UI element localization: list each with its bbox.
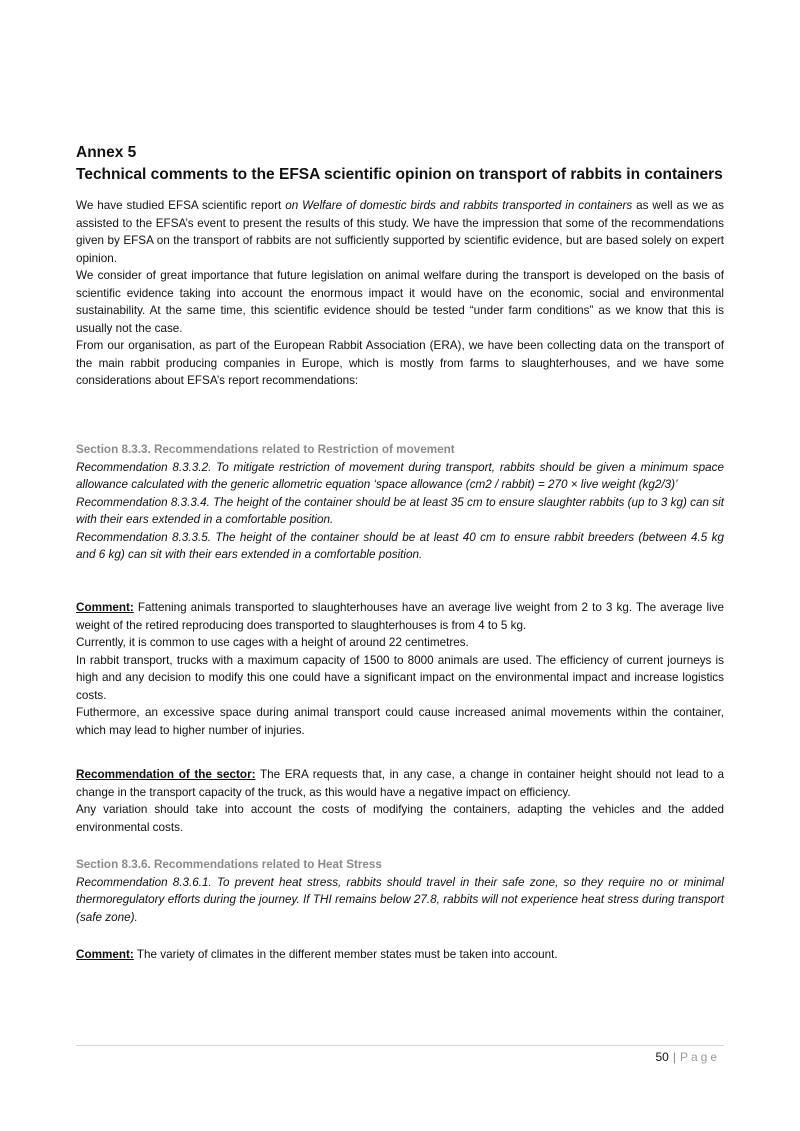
comment-label: Comment: <box>76 601 134 614</box>
intro-paragraph-3: From our organisation, as part of the European Rabbit Association (ERA), we have been collecting data on the transport of the main rabbit producing companies in Europe, which is mostly from farms to slaughterhouses, and we have some considerations about EFSA’s report recommendations: <box>76 339 724 387</box>
comment-label: Comment: <box>76 948 134 961</box>
section-heading: Section 8.3.6. Recommendations related to Heat Stress <box>76 858 382 871</box>
comment-paragraph: In rabbit transport, trucks with a maximum capacity of 1500 to 8000 animals are used. The efficiency of current journeys is high and any decision to modify this one could have a significant impact on the environmental impact and increase logistics costs. <box>76 653 724 702</box>
section-8-3-3 <box>76 441 724 564</box>
page-number: 50 | Page <box>655 1050 720 1064</box>
sector-label: Recommendation of the sector: <box>76 768 256 781</box>
recommendation-8-3-6-1: Recommendation 8.3.6.1. To prevent heat stress, rabbits should travel in their safe zone, so they require no or minimal thermoregulatory efforts during the journey. If THI remains below 27.8, rabbits will not experience heat stress during transport (safe zone). <box>76 875 724 924</box>
comment-1: Comment: Fattening animals transported to slaughterhouses have an average live weight from 2 to 3 kg. The average live weight of the retired reproducing does transported to slaughterhouses is from 4 to 5 kg. Currently, it is common to use cages with a height of around 22 centimetres. In rabbit transport, trucks with a maximum capacity of 1500 to 8000 animals are used. The efficiency of current journeys is high and any decision to modify this one could have a significant impact on the environmental impact and increase logistics costs. Futhermore, an excessive space during animal transport could cause increased animal movements within the container, which may lead to higher number of injuries. <box>76 599 724 739</box>
comment-paragraph: Currently, it is common to use cages with a height of around 22 centimetres. <box>76 636 469 649</box>
recommendation-8-3-3-5: Recommendation 8.3.3.5. The height of the container should be at least 40 cm to ensure rabbit breeders (between 4.5 kg and 6 kg) can sit with their ears extended in a comfortable position. <box>76 530 724 561</box>
intro-paragraph-2: We consider of great importance that future legislation on animal welfare during the transport is developed on the basis of scientific evidence taking into account the enormous impact it would have on the economic, social and environmental sustainability. At the same time, this scientific evidence should be tested “under farm conditions” as we know that this is usually not the case. <box>76 269 724 335</box>
intro-paragraph-1: We have studied EFSA scientific report on Welfare of domestic birds and rabbits transported in containers as well as we as assisted to the EFSA’s event to present the results of this study. We have the impression that some of the recommendations given by EFSA on the transport of rabbits are not sufficiently supported by scientific evidence, but are based solely on expert opinion. <box>76 199 724 265</box>
comment-2: Comment: The variety of climates in the different member states must be taken into account. <box>76 948 558 961</box>
footer-divider <box>76 1045 724 1046</box>
recommendation-8-3-3-4: Recommendation 8.3.3.4. The height of the container should be at least 35 cm to ensure slaughter rabbits (up to 3 kg) can sit with their ears extended in a comfortable position. <box>76 495 724 526</box>
sector-paragraph: Any variation should take into account the costs of modifying the containers, adapting the vehicles and the added environmental costs. <box>76 803 724 834</box>
section-8-3-6 <box>76 856 724 926</box>
annex-title: Annex 5 <box>76 144 137 161</box>
document-title: Technical comments to the EFSA scientific opinion on transport of rabbits in containers <box>76 166 723 183</box>
section-heading: Section 8.3.3. Recommendations related to Restriction of movement <box>76 443 455 456</box>
report-title: on Welfare of domestic birds and rabbits transported in containers <box>285 199 633 212</box>
sector-recommendation: Recommendation of the sector: The ERA requests that, in any case, a change in container height should not lead to a change in the transport capacity of the truck, as this would have a negative impact on efficiency. Any variation should take into account the costs of modifying the containers, adapting the vehicles and the added environmental costs. <box>76 766 724 836</box>
comment-paragraph: Futhermore, an excessive space during animal transport could cause increased animal movements within the container, which may lead to higher number of injuries. <box>76 706 724 737</box>
recommendation-8-3-3-2: Recommendation 8.3.3.2. To mitigate restriction of movement during transport, rabbits should be given a minimum space allowance calculated with the generic allometric equation ‘space allowance (cm2 / rabbit) = 270 × live weight (kg2/3)’ <box>76 460 724 491</box>
intro <box>76 197 724 390</box>
